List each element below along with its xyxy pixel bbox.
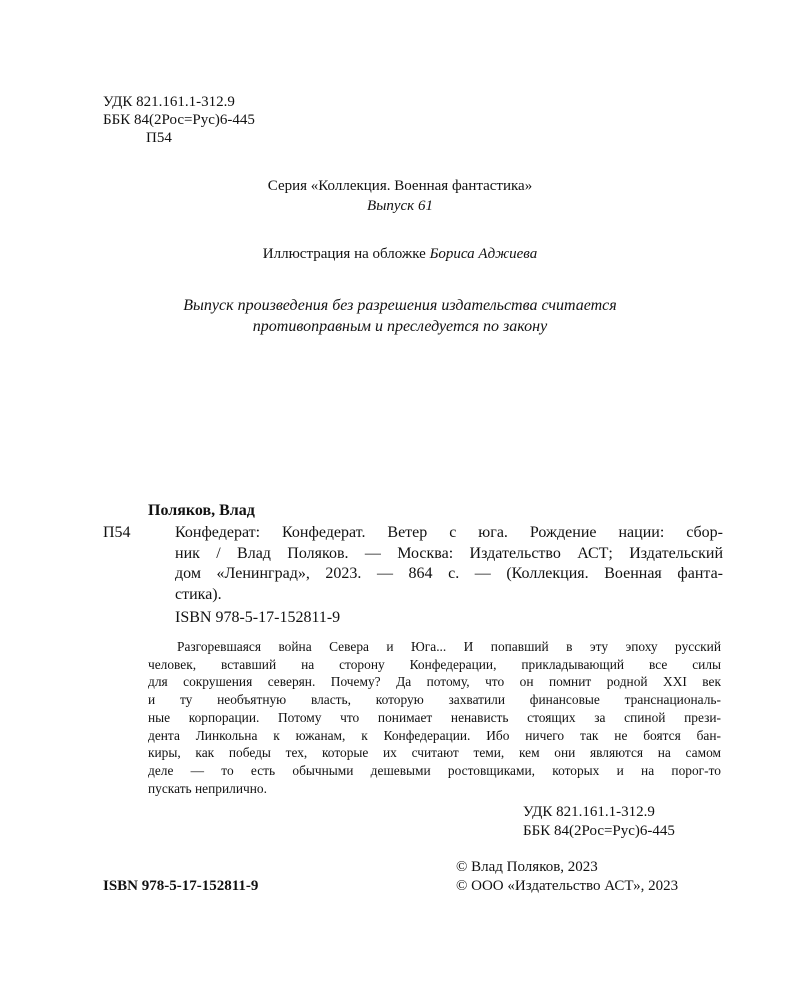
illustration-prefix: Иллюстрация на обложке [262,246,430,262]
annotation-line: дента Линкольна к южанам, к Конфедерации. Ибо ничего так не боятся бан- [148,727,721,743]
annotation-line: пускать неприлично. [148,780,267,796]
description-line: дом «Ленинград», 2023. — 864 с. — (Коллекция. Военная фанта- [175,565,723,582]
series-issue: Выпуск 61 [367,198,433,214]
annotation-line: ные корпорации. Потому что понимает ненависть стоящих за спиной прези- [148,709,721,725]
bibliographic-description [175,523,723,605]
isbn-footer: ISBN 978-5-17-152811-9 [103,878,259,894]
illustration-credit [0,245,800,264]
description-line: Конфедерат: Конфедерат. Ветер с юга. Рождение нации: сбор- [175,524,723,541]
series-title: Серия «Коллекция. Военная фантастика» [267,178,533,194]
bbk-code-top: ББК 84(2Рос=Рус)6-445 [103,112,255,128]
copyright-warning-line-1: Выпуск произведения без разрешения издательства считается [183,297,617,314]
annotation-line: деле — то есть обычными дешевыми ростовщиками, которых и на порог-то [148,762,721,778]
author-heading: Поляков, Влад [148,502,255,519]
copyright-warning-line-2: противоправным и преследуется по закону [252,318,548,335]
author-sign-top: П54 [146,130,172,146]
annotation-line: киры, как победы тех, которые их считают теми, кем они являются на самом [148,745,721,761]
annotation-line: человек, вставший на сторону Конфедерации, прикладывающий все силы [148,656,721,672]
annotation-line: Разгоревшаяся война Севера и Юга... И попавший в эту эпоху русский [177,639,721,654]
annotation-line: и ту необъятную власть, которую захватили финансовые транснациональ- [148,692,721,708]
description-line: ник / Влад Поляков. — Москва: Издательство АСТ; Издательский [175,544,723,562]
bbk-code-bottom: ББК 84(2Рос=Рус)6-445 [523,823,675,839]
description-line: стика). [175,585,222,603]
annotation-line: для сокрушения северян. Почему? Да потому, что он помнит родной XXI век [148,674,721,690]
udk-code-top: УДК 821.161.1-312.9 [103,94,235,110]
udk-code-bottom: УДК 821.161.1-312.9 [523,804,655,820]
illustration-artist: Бориса Аджиева [429,246,538,262]
copyright-publisher: © ООО «Издательство АСТ», 2023 [456,878,679,894]
isbn-record: ISBN 978-5-17-152811-9 [175,609,341,626]
annotation [148,638,721,797]
author-sign: П54 [103,524,131,541]
copyright-author: © Влад Поляков, 2023 [456,859,598,875]
